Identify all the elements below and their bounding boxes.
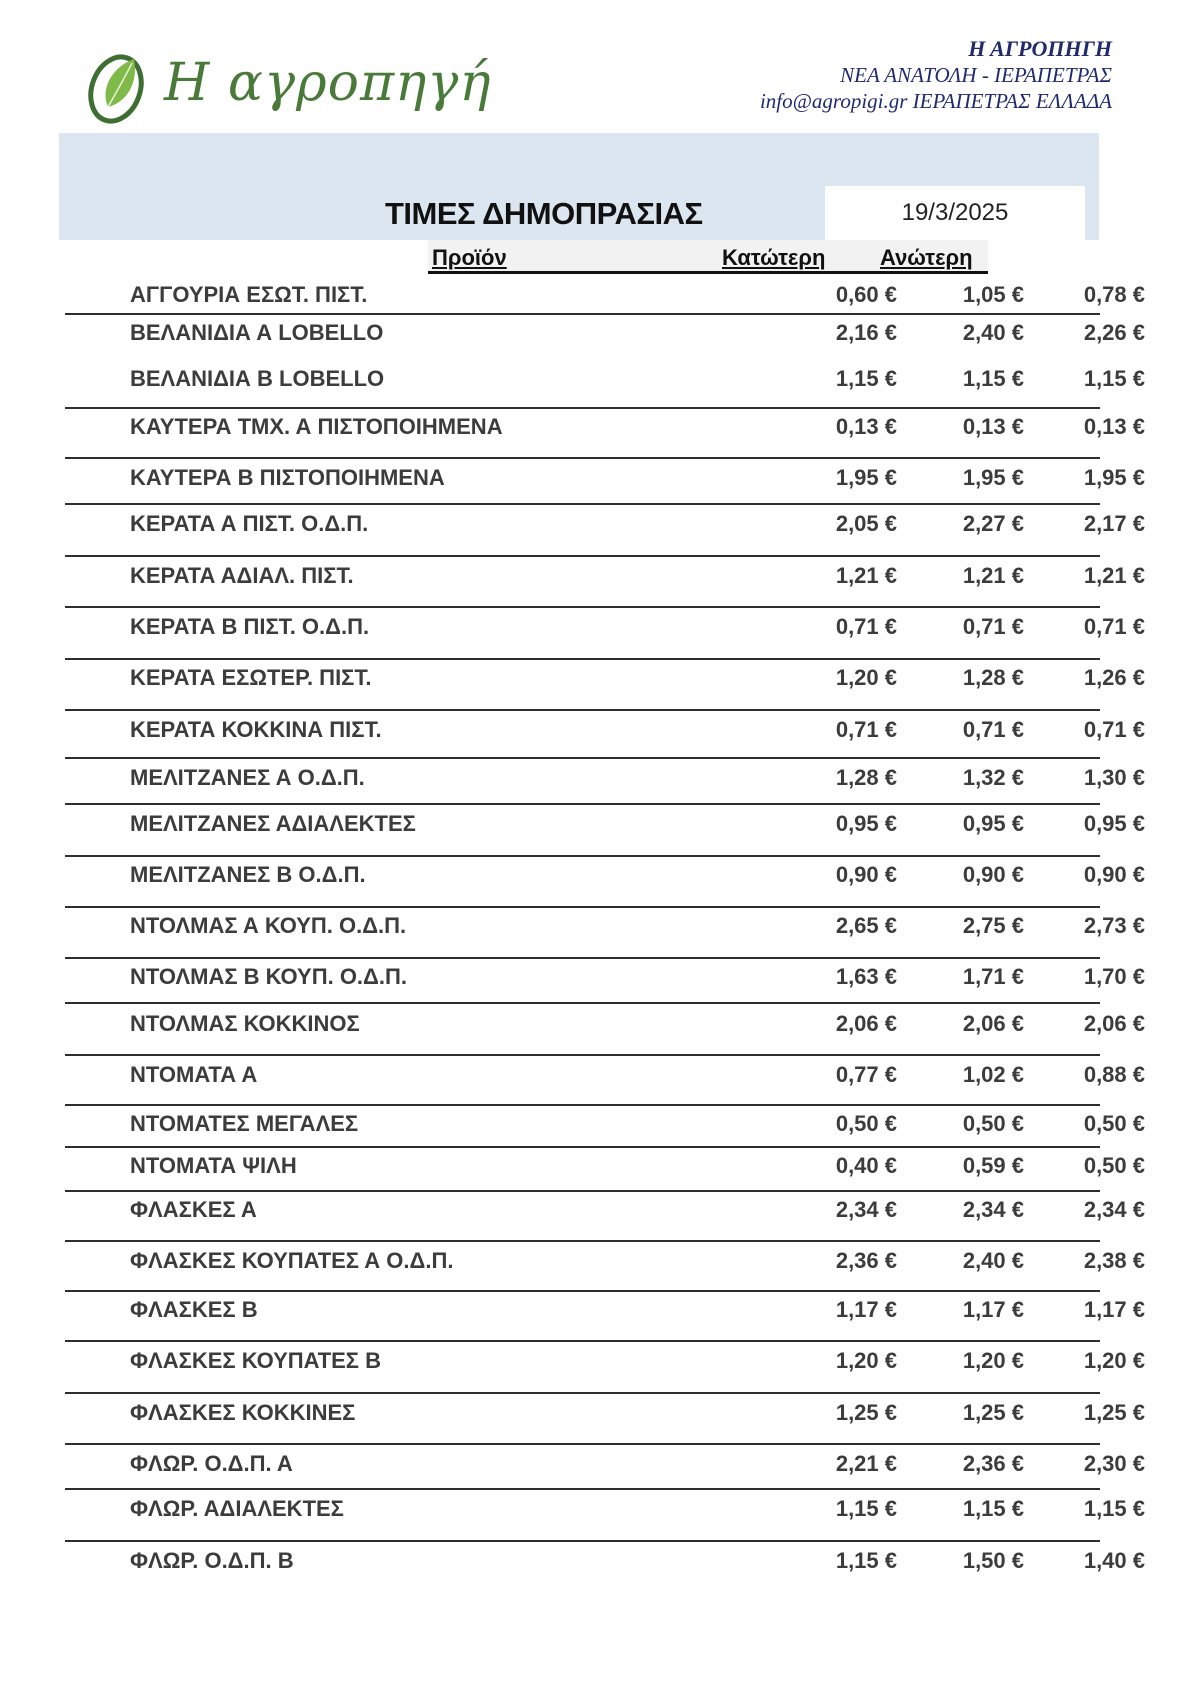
product-name: ΚΑΥΤΕΡΑ Β ΠΙΣΤΟΠΟΙΗΜΕΝΑ — [130, 465, 445, 490]
min-price: 1,15 € — [835, 366, 897, 391]
min-price: 2,65 € — [835, 913, 897, 938]
product-name: ΚΕΡΑΤΑ ΕΣΩΤΕΡ. ΠΙΣΤ. — [130, 665, 372, 690]
avg-price: 1,30 € — [1083, 765, 1145, 790]
max-price: 1,15 € — [962, 366, 1024, 391]
avg-price: 1,26 € — [1083, 665, 1145, 690]
row-divider — [65, 906, 1100, 908]
company-name: Η ΑΓΡΟΠΗΓΗ — [968, 36, 1112, 61]
product-name: ΝΤΟΜΑΤΑ ΨΙΛΗ — [130, 1153, 297, 1178]
max-price: 1,28 € — [962, 665, 1024, 690]
min-price: 2,36 € — [835, 1248, 897, 1273]
row-divider — [65, 555, 1100, 557]
avg-price: 0,90 € — [1083, 862, 1145, 887]
min-price: 2,16 € — [835, 320, 897, 345]
min-price: 0,95 € — [835, 811, 897, 836]
company-logo — [86, 45, 492, 135]
max-price: 1,25 € — [962, 1400, 1024, 1425]
avg-price: 2,26 € — [1083, 320, 1145, 345]
avg-price: 0,78 € — [1083, 282, 1145, 307]
min-price: 2,21 € — [835, 1451, 897, 1476]
max-price: 1,20 € — [962, 1348, 1024, 1373]
max-price: 1,95 € — [962, 465, 1024, 490]
column-header-underline — [428, 271, 988, 274]
column-header-min: Κατώτερη — [722, 245, 826, 270]
product-name: ΒΕΛΑΝΙΔΙΑ Β LOBELLO — [130, 366, 385, 391]
logo-wordmark: Η αγροπηγή — [164, 53, 492, 113]
product-name: ΝΤΟΜΑΤΕΣ ΜΕΓΑΛΕΣ — [130, 1111, 359, 1136]
product-name: ΦΛΑΣΚΕΣ ΚΟΥΠΑΤΕΣ Β — [130, 1348, 382, 1373]
avg-price: 0,71 € — [1083, 614, 1145, 639]
row-divider — [65, 1104, 1100, 1106]
company-info — [760, 36, 1112, 114]
avg-price: 0,50 € — [1083, 1153, 1145, 1178]
max-price: 0,71 € — [962, 717, 1024, 742]
product-name: ΦΛΑΣΚΕΣ Α — [130, 1197, 257, 1222]
product-name: ΜΕΛΙΤΖΑΝΕΣ Α Ο.Δ.Π. — [130, 765, 365, 790]
row-divider — [65, 1190, 1100, 1192]
row-divider — [65, 1290, 1100, 1292]
avg-price: 0,88 € — [1083, 1062, 1145, 1087]
row-divider — [65, 1540, 1100, 1542]
row-divider — [65, 1392, 1100, 1394]
product-name: ΚΕΡΑΤΑ Α ΠΙΣΤ. Ο.Δ.Π. — [130, 511, 369, 536]
max-price: 1,21 € — [962, 563, 1024, 588]
min-price: 1,28 € — [835, 765, 897, 790]
min-price: 1,21 € — [835, 563, 897, 588]
product-name: ΦΛΑΣΚΕΣ Β — [130, 1297, 258, 1322]
max-price: 1,50 € — [962, 1548, 1024, 1573]
product-name: ΜΕΛΙΤΖΑΝΕΣ Β Ο.Δ.Π. — [130, 862, 366, 887]
avg-price: 1,15 € — [1083, 366, 1145, 391]
max-price: 0,90 € — [962, 862, 1024, 887]
max-price: 1,05 € — [962, 282, 1024, 307]
row-divider — [65, 1002, 1100, 1004]
row-divider — [65, 957, 1100, 959]
avg-price: 2,17 € — [1083, 511, 1145, 536]
min-price: 0,71 € — [835, 614, 897, 639]
min-price: 2,05 € — [835, 511, 897, 536]
row-divider — [65, 855, 1100, 857]
min-price: 0,50 € — [835, 1111, 897, 1136]
min-price: 2,34 € — [835, 1197, 897, 1222]
min-price: 1,15 € — [835, 1548, 897, 1573]
max-price: 1,17 € — [962, 1297, 1024, 1322]
avg-price: 2,38 € — [1083, 1248, 1145, 1273]
product-name: ΝΤΟΜΑΤΑ Α — [130, 1062, 258, 1087]
min-price: 0,71 € — [835, 717, 897, 742]
row-divider — [65, 757, 1100, 759]
max-price: 0,13 € — [962, 414, 1024, 439]
row-divider — [65, 1054, 1100, 1056]
row-divider — [65, 407, 1100, 409]
product-name: ΒΕΛΑΝΙΔΙΑ Α LOBELLO — [130, 320, 384, 345]
avg-price: 1,15 € — [1083, 1496, 1145, 1521]
max-price: 2,40 € — [962, 1248, 1024, 1273]
company-address: ΝΕΑ ΑΝΑΤΟΛΗ - ΙΕΡΑΠΕΤΡΑΣ — [840, 63, 1112, 87]
min-price: 1,20 € — [835, 665, 897, 690]
avg-price: 0,13 € — [1083, 414, 1145, 439]
row-divider — [65, 313, 1100, 315]
product-name: ΦΛΩΡ. Ο.Δ.Π. Α — [130, 1451, 293, 1476]
product-name: ΝΤΟΛΜΑΣ ΚΟΚΚΙΝΟΣ — [130, 1011, 360, 1036]
product-name: ΦΛΑΣΚΕΣ ΚΟΥΠΑΤΕΣ Α Ο.Δ.Π. — [130, 1248, 454, 1273]
min-price: 0,77 € — [835, 1062, 897, 1087]
max-price: 1,15 € — [962, 1496, 1024, 1521]
product-name: ΦΛΩΡ. Ο.Δ.Π. Β — [130, 1548, 294, 1573]
max-price: 1,32 € — [962, 765, 1024, 790]
row-divider — [65, 1443, 1100, 1445]
product-name: ΦΛΩΡ. ΑΔΙΑΛΕΚΤΕΣ — [130, 1496, 344, 1521]
product-name: ΝΤΟΛΜΑΣ Α ΚΟΥΠ. Ο.Δ.Π. — [130, 913, 407, 938]
avg-price: 0,95 € — [1083, 811, 1145, 836]
min-price: 0,90 € — [835, 862, 897, 887]
min-price: 1,95 € — [835, 465, 897, 490]
min-price: 1,25 € — [835, 1400, 897, 1425]
product-name: ΚΕΡΑΤΑ ΑΔΙΑΛ. ΠΙΣΤ. — [130, 563, 354, 588]
max-price: 0,95 € — [962, 811, 1024, 836]
product-name: ΑΓΓΟΥΡΙΑ ΕΣΩΤ. ΠΙΣΤ. — [130, 282, 368, 307]
avg-price: 1,17 € — [1083, 1297, 1145, 1322]
row-divider — [65, 457, 1100, 459]
max-price: 2,27 € — [962, 511, 1024, 536]
min-price: 0,13 € — [835, 414, 897, 439]
avg-price: 1,20 € — [1083, 1348, 1145, 1373]
product-name: ΚΑΥΤΕΡΑ ΤΜΧ. Α ΠΙΣΤΟΠΟΙΗΜΕΝΑ — [130, 414, 503, 439]
product-name: ΚΕΡΑΤΑ Β ΠΙΣΤ. Ο.Δ.Π. — [130, 614, 370, 639]
avg-price: 1,25 € — [1083, 1400, 1145, 1425]
avg-price: 2,30 € — [1083, 1451, 1145, 1476]
max-price: 1,71 € — [962, 964, 1024, 989]
avg-price: 0,71 € — [1083, 717, 1145, 742]
avg-price: 1,40 € — [1083, 1548, 1145, 1573]
leaf-logo-icon — [86, 49, 150, 125]
avg-price: 1,95 € — [1083, 465, 1145, 490]
avg-price: 2,73 € — [1083, 913, 1145, 938]
min-price: 1,17 € — [835, 1297, 897, 1322]
company-contact: info@agropigi.gr ΙΕΡΑΠΕΤΡΑΣ ΕΛΛΑΔΑ — [759, 89, 1112, 113]
max-price: 1,02 € — [962, 1062, 1024, 1087]
min-price: 0,60 € — [835, 282, 897, 307]
row-divider — [65, 1240, 1100, 1242]
column-header-product: Προϊόν — [432, 245, 507, 270]
max-price: 2,06 € — [962, 1011, 1024, 1036]
min-price: 1,15 € — [835, 1496, 897, 1521]
product-name: ΦΛΑΣΚΕΣ ΚΟΚΚΙΝΕΣ — [130, 1400, 356, 1425]
max-price: 2,75 € — [962, 913, 1024, 938]
row-divider — [65, 803, 1100, 805]
avg-price: 1,70 € — [1083, 964, 1145, 989]
max-price: 0,50 € — [962, 1111, 1024, 1136]
row-divider — [65, 606, 1100, 608]
max-price: 0,71 € — [962, 614, 1024, 639]
avg-price: 2,06 € — [1083, 1011, 1145, 1036]
avg-price: 2,34 € — [1083, 1197, 1145, 1222]
column-header-max: Ανώτερη — [880, 245, 973, 270]
product-name: ΝΤΟΛΜΑΣ Β ΚΟΥΠ. Ο.Δ.Π. — [130, 964, 407, 989]
row-divider — [65, 1488, 1100, 1490]
row-divider — [65, 1340, 1100, 1342]
row-divider — [65, 658, 1100, 660]
min-price: 0,40 € — [835, 1153, 897, 1178]
avg-price: 0,50 € — [1083, 1111, 1145, 1136]
report-date: 19/3/2025 — [825, 186, 1085, 240]
min-price: 1,20 € — [835, 1348, 897, 1373]
page-title: ΤΙΜΕΣ ΔΗΜΟΠΡΑΣΙΑΣ — [385, 196, 703, 231]
max-price: 2,40 € — [962, 320, 1024, 345]
row-divider — [65, 503, 1100, 505]
max-price: 0,59 € — [962, 1153, 1024, 1178]
min-price: 1,63 € — [835, 964, 897, 989]
min-price: 2,06 € — [835, 1011, 897, 1036]
max-price: 2,34 € — [962, 1197, 1024, 1222]
product-name: ΜΕΛΙΤΖΑΝΕΣ ΑΔΙΑΛΕΚΤΕΣ — [130, 811, 416, 836]
row-divider — [65, 709, 1100, 711]
avg-price: 1,21 € — [1083, 563, 1145, 588]
max-price: 2,36 € — [962, 1451, 1024, 1476]
product-name: ΚΕΡΑΤΑ ΚΟΚΚΙΝΑ ΠΙΣΤ. — [130, 717, 382, 742]
row-divider — [65, 1146, 1100, 1148]
